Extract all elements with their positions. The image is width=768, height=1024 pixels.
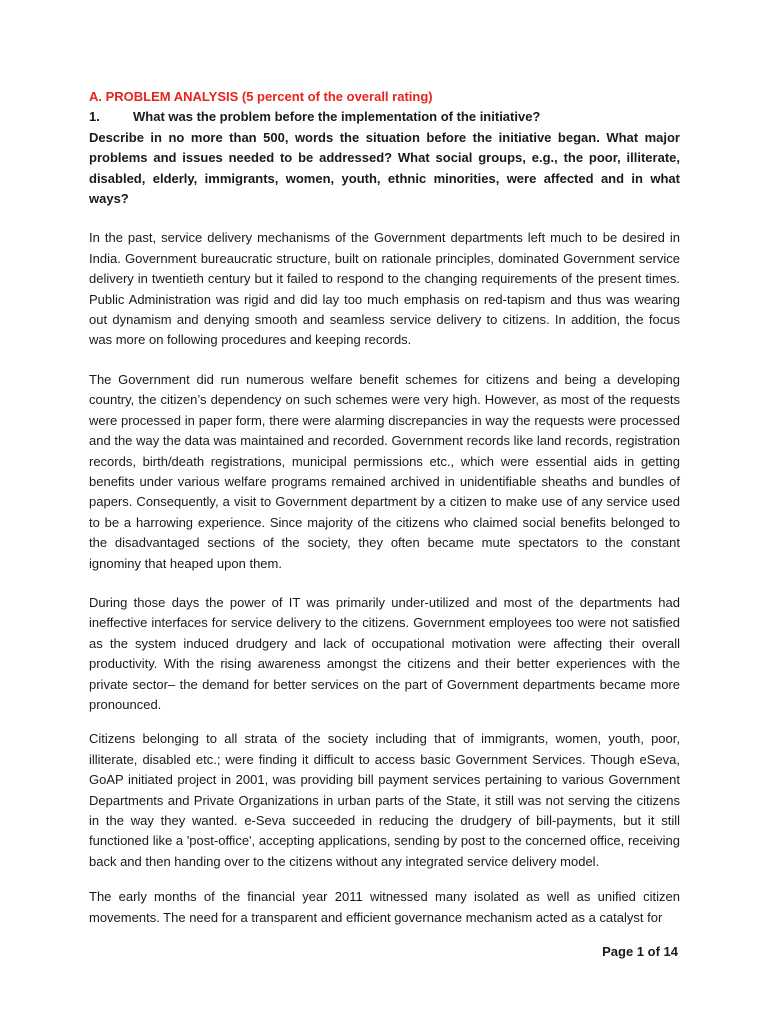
- paragraph-2: The Government did run numerous welfare benefit schemes for citizens and being a developing country, the citizen’s dependency on such schemes were very high. However, as most of the requests were processed in paper form, there were alarming discrepancies in way the requests were processed and the way the data was maintained and recorded. Government records like land records, registration records, birth/death registrations, municipal permissions etc., which were essential aids in getting benefits under various welfare programs remained archived in unidentifiable sheaths and bundles of papers. Consequently, a visit to Government department by a citizen to make use of any service used to be a harrowing experience. Since majority of the citizens who claimed social benefits belonged to the disadvantaged sections of the society, they often became mute spectators to the constant ignominy that heaped upon them.: [89, 371, 680, 571]
- question-prompt: Describe in no more than 500, words the situation before the initiative began. What major problems and issues needed to be addressed? What social groups, e.g., the poor, illiterate, disabled, elderly, immigrants, women, youth, ethnic minorities, were affected and in what ways?: [89, 129, 680, 207]
- question-title: What was the problem before the implementation of the initiative?: [133, 109, 541, 125]
- section-heading: A. PROBLEM ANALYSIS (5 percent of the overall rating): [89, 89, 433, 104]
- paragraph-5: The early months of the financial year 2011 witnessed many isolated as well as unified citizen movements. The need for a transparent and efficient governance mechanism acted as a catalyst for: [89, 889, 680, 925]
- page-number: Page 1 of 14: [602, 944, 678, 959]
- question-number: 1.: [89, 109, 100, 125]
- question-row: [89, 107, 680, 127]
- page-content: [89, 87, 680, 947]
- paragraph-1: In the past, service delivery mechanisms of the Government departments left much to be desired in India. Government bureaucratic structure, built on rationale principles, dominated Government service delivery in twentieth century but it failed to respond to the changing requirements of the present times. Public Administration was rigid and did lay too much emphasis on red-tapism and thus was wearing out dynamism and denying smooth and seamless service delivery to citizens. In addition, the focus was more on following procedures and keeping records.: [89, 230, 680, 348]
- paragraph-4: Citizens belonging to all strata of the society including that of immigrants, women, youth, poor, illiterate, disabled etc.; were finding it difficult to access basic Government Services. Though eSeva, GoAP initiated project in 2001, was providing bill payment services pertaining to various Government Departments and Private Organizations in urban parts of the State, it still was not serving the citizens in the way they wanted. e-Seva succeeded in reducing the drudgery of bill-payments, but it still functioned like a 'post-office', accepting applications, sending by post to the concerned office, receiving back and then handing over to the citizens without any integrated service delivery model.: [89, 731, 680, 869]
- paragraph-3: During those days the power of IT was primarily under-utilized and most of the departments had ineffective interfaces for service delivery to the citizens. Government employees too were not satisfied as the system induced drudgery and lack of occupational motivation were affecting their overall productivity. With the rising awareness amongst the citizens and their better experiences with the private sector– the demand for better services on the part of Government departments became more pronounced.: [89, 594, 680, 712]
